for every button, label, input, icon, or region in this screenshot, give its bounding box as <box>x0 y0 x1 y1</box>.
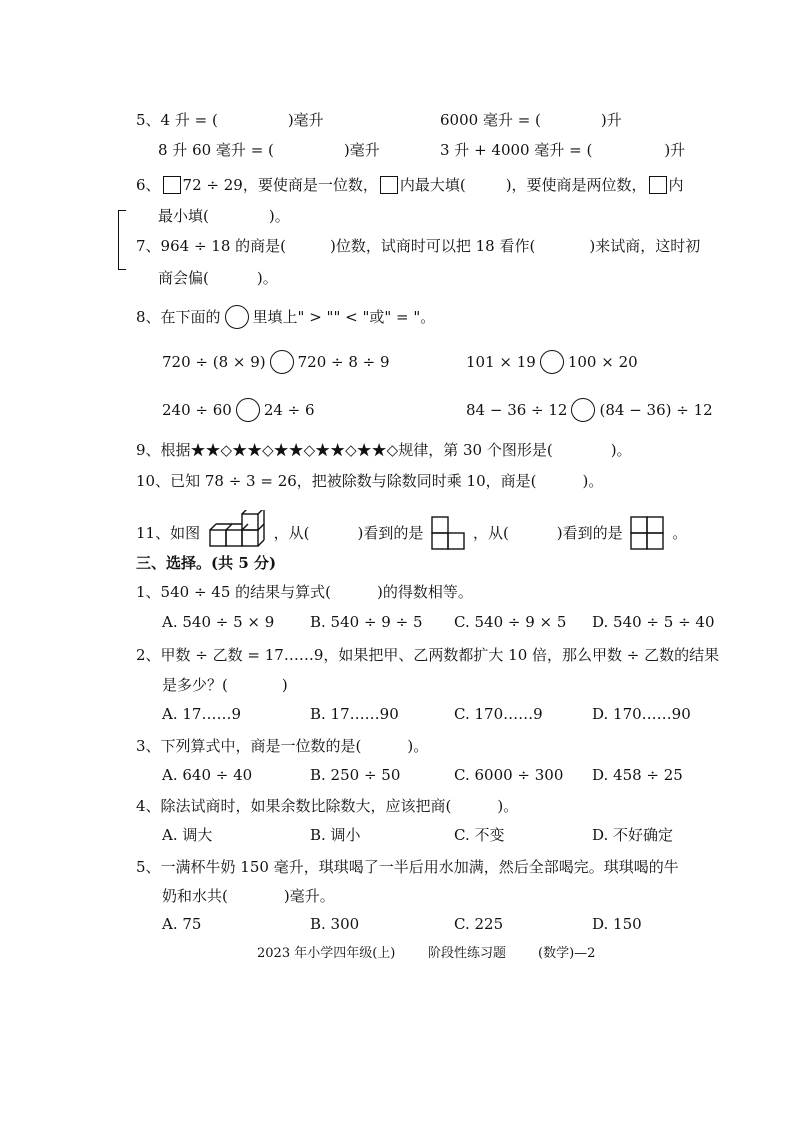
option-c[interactable]: C. 不变 <box>454 826 505 844</box>
option-c[interactable]: C. 170……9 <box>454 705 543 723</box>
footer-page: (数学)—2 <box>538 946 596 961</box>
q5-4l: 5、4 升 = ( <box>136 111 218 129</box>
q10-text: )。 <box>582 472 604 490</box>
q6-line2 <box>158 206 290 226</box>
q9-text: )。 <box>610 441 632 459</box>
q5-line1-right <box>440 110 622 130</box>
q11-text: ，从( <box>472 524 509 542</box>
q5-6000ml-unit: )升 <box>600 111 622 129</box>
stem-text: 4、除法试商时，如果余数比除数大，应该把商( <box>136 797 452 815</box>
c-q5-stem: 5、一满杯牛奶 150 毫升，琪琪喝了一半后用水加满，然后全部喝完。琪琪喝的牛 <box>136 858 679 876</box>
blank-box <box>163 176 181 194</box>
option-b[interactable]: B. 调小 <box>310 826 361 844</box>
circle-blank <box>571 398 595 422</box>
option-b[interactable]: B. 540 ÷ 9 ÷ 5 <box>310 613 423 631</box>
q11-text: 。 <box>672 524 688 542</box>
q5-6000ml: 6000 毫升 = ( <box>440 111 541 129</box>
stem-text: 1、540 ÷ 45 的结果与算式( <box>136 583 331 601</box>
option-d[interactable]: D. 540 ÷ 5 ÷ 40 <box>592 613 715 631</box>
q8-line <box>136 305 435 329</box>
compare-2 <box>466 350 638 374</box>
q11-text: )看到的是 <box>357 524 424 542</box>
compare-left: 101 × 19 <box>466 353 536 371</box>
compare-left: 84 − 36 ÷ 12 <box>466 401 568 419</box>
blank-box <box>649 176 667 194</box>
q5-4l-unit: )毫升 <box>287 111 324 129</box>
q5-3l4000ml-unit: )升 <box>664 141 686 159</box>
circle-blank <box>236 398 260 422</box>
q9-text: 9、根据★★◇★★◇★★◇★★◇★★◇规律，第 30 个图形是( <box>136 441 553 459</box>
option-a[interactable]: A. 640 ÷ 40 <box>162 766 253 784</box>
q10-line <box>136 471 603 491</box>
q11-text: ，从( <box>273 524 310 542</box>
q6-text: )，要使商是两位数， <box>505 176 647 194</box>
compare-3 <box>162 398 315 422</box>
option-d[interactable]: D. 150 <box>592 915 642 933</box>
stem-text: 是多少？( <box>162 676 228 694</box>
option-b[interactable]: B. 250 ÷ 50 <box>310 766 401 784</box>
stem-text: 奶和水共( <box>162 887 228 905</box>
q6-line1 <box>136 175 684 195</box>
q7-text: )来试商，这时初 <box>589 237 701 255</box>
footer-title: 阶段性练习题 <box>428 946 507 961</box>
q5-8l60ml-unit: )毫升 <box>343 141 380 159</box>
compare-left: 240 ÷ 60 <box>162 401 232 419</box>
circle-blank <box>270 350 294 374</box>
compare-right: 100 × 20 <box>567 353 638 371</box>
q11-text: 11、如图 <box>136 524 201 542</box>
option-a[interactable]: A. 540 ÷ 5 × 9 <box>162 613 275 631</box>
q5-line1-left <box>136 110 324 130</box>
compare-1 <box>162 350 390 374</box>
stem-text: )毫升。 <box>283 887 335 905</box>
c-q4-stem <box>136 796 518 816</box>
blank-box <box>380 176 398 194</box>
q8-text: 8、在下面的 <box>136 308 221 326</box>
section-heading: 三、选择。(共 5 分) <box>136 554 277 572</box>
option-c[interactable]: C. 540 ÷ 9 × 5 <box>454 613 567 631</box>
stem-text: )的得数相等。 <box>377 583 473 601</box>
q7-text: )。 <box>256 269 278 287</box>
q7-text: )位数，试商时可以把 18 看作( <box>330 237 536 255</box>
q5-8l60ml: 8 升 60 毫升 = ( <box>158 141 274 159</box>
q7-line1 <box>136 236 700 256</box>
q7-text: 7、964 ÷ 18 的商是( <box>136 237 286 255</box>
option-d[interactable]: D. 458 ÷ 25 <box>592 766 683 784</box>
option-b[interactable]: B. 17……90 <box>310 705 399 723</box>
q6-text: 内 <box>668 176 684 194</box>
stem-text: )。 <box>497 797 519 815</box>
compare-right: 720 ÷ 8 ÷ 9 <box>297 353 390 371</box>
view-shape-1 <box>431 516 465 550</box>
c-q3-stem <box>136 736 428 756</box>
c-q1-stem <box>136 582 473 602</box>
q9-line <box>136 440 632 460</box>
q7-line2 <box>158 268 278 288</box>
cube-stack-figure <box>208 510 266 550</box>
compare-4 <box>466 398 713 422</box>
compare-right: (84 − 36) ÷ 12 <box>599 401 713 419</box>
option-a[interactable]: A. 调大 <box>162 826 213 844</box>
circle-blank <box>225 305 249 329</box>
c-q2-stem: 2、甲数 ÷ 乙数 = 17……9，如果把甲、乙两数都扩大 10 倍，那么甲数 ÷ 乙数的结果 <box>136 646 720 664</box>
compare-right: 24 ÷ 6 <box>263 401 315 419</box>
option-b[interactable]: B. 300 <box>310 915 360 933</box>
stem-text: 3、下列算式中，商是一位数的是( <box>136 737 362 755</box>
q5-line2-left <box>158 140 380 160</box>
q10-text: 10、已知 78 ÷ 3 = 26，把被除数与除数同时乘 10，商是( <box>136 472 537 490</box>
option-a[interactable]: A. 75 <box>162 915 202 933</box>
q11-line <box>136 510 687 550</box>
q5-3l4000ml: 3 升 + 4000 毫升 = ( <box>440 141 593 159</box>
option-c[interactable]: C. 6000 ÷ 300 <box>454 766 564 784</box>
q6-text: 72 ÷ 29，要使商是一位数， <box>182 176 378 194</box>
q6-text: 最小填( <box>158 207 209 225</box>
q6-text: 内最大填( <box>399 176 466 194</box>
circle-blank <box>540 350 564 374</box>
q11-text: )看到的是 <box>556 524 623 542</box>
c-q2-stem2 <box>162 675 288 695</box>
option-d[interactable]: D. 不好确定 <box>592 826 674 844</box>
q8-text: 里填上" > "" < "或" = "。 <box>252 308 436 326</box>
q5-line2-right <box>440 140 685 160</box>
stem-text: ) <box>281 676 288 694</box>
q6-number: 6、 <box>136 176 161 194</box>
option-d[interactable]: D. 170……90 <box>592 705 691 723</box>
option-c[interactable]: C. 225 <box>454 915 504 933</box>
q6-text: )。 <box>268 207 290 225</box>
option-a[interactable]: A. 17……9 <box>162 705 241 723</box>
q7-text: 商会偏( <box>158 269 209 287</box>
c-q5-stem2 <box>162 886 335 906</box>
margin-bracket <box>118 210 126 270</box>
view-shape-2 <box>630 516 664 550</box>
compare-left: 720 ÷ (8 × 9) <box>162 353 266 371</box>
stem-text: )。 <box>407 737 429 755</box>
footer-grade: 2023 年小学四年级(上) <box>257 946 396 961</box>
